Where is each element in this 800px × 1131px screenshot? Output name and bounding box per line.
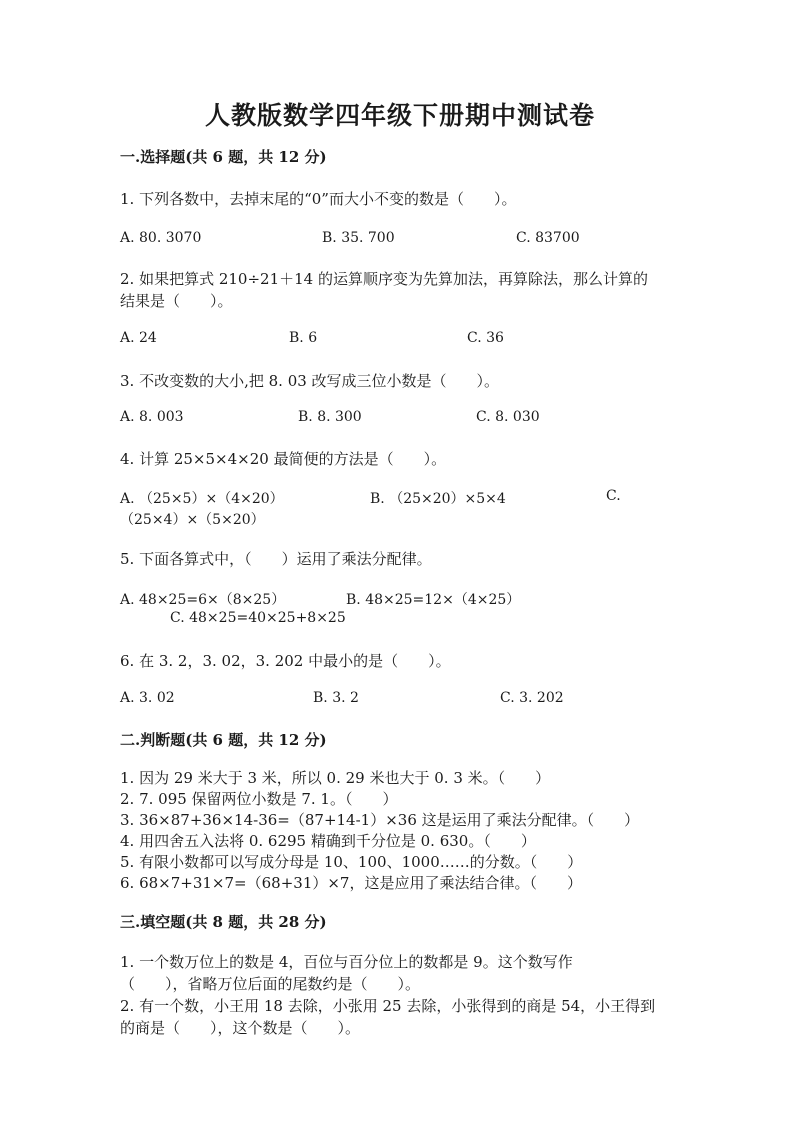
fill-line-3: 2. 有一个数，小王用 18 去除，小张用 25 去除，小张得到的商是 54，小王得到 bbox=[120, 997, 656, 1015]
judge-item-5: 5. 有限小数都可以写成分母是 10、100、1000……的分数。（ ） bbox=[120, 853, 583, 871]
option-b: B. 48×25=12×（4×25） bbox=[346, 592, 521, 608]
judge-item-1: 1. 因为 29 米大于 3 米，所以 0. 29 米也大于 0. 3 米。（ ） bbox=[120, 769, 551, 787]
option-c: C. 36 bbox=[467, 330, 504, 346]
page-title: 人教版数学四年级下册期中测试卷 bbox=[204, 101, 595, 130]
option-a: A. 80. 3070 bbox=[120, 230, 202, 246]
option-c: C. 83700 bbox=[516, 230, 580, 246]
section-heading-fill: 三.填空题(共 8 题，共 28 分) bbox=[120, 913, 327, 931]
option-b: B. 35. 700 bbox=[322, 230, 395, 246]
section-heading-judge: 二.判断题(共 6 题，共 12 分) bbox=[120, 731, 327, 749]
judge-item-6: 6. 68×7+31×7=（68+31）×7，这是应用了乘法结合律。（ ） bbox=[120, 874, 582, 892]
question-2-line-1: 2. 如果把算式 210÷21＋14 的运算顺序变为先算加法，再算除法，那么计算的 bbox=[120, 270, 648, 288]
judge-item-2: 2. 7. 095 保留两位小数是 7. 1。（ ） bbox=[120, 790, 398, 808]
option-a: A. 3. 02 bbox=[120, 690, 175, 706]
fill-line-1: 1. 一个数万位上的数是 4，百位与百分位上的数都是 9。这个数写作 bbox=[120, 953, 573, 971]
option-c: C. 3. 202 bbox=[500, 690, 564, 706]
option-b: B. 3. 2 bbox=[313, 690, 359, 706]
section-heading-choice: 一.选择题(共 6 题，共 12 分) bbox=[120, 148, 327, 166]
option-c: C. 8. 030 bbox=[476, 409, 540, 425]
question-1: 1. 下列各数中，去掉末尾的“0”而大小不变的数是（ ）。 bbox=[120, 190, 517, 208]
judge-item-4: 4. 用四舍五入法将 0. 6295 精确到千分位是 0. 630。（ ） bbox=[120, 832, 536, 850]
option-a: A. （25×5）×（4×20） bbox=[120, 491, 284, 507]
question-3: 3. 不改变数的大小,把 8. 03 改写成三位小数是（ ）。 bbox=[120, 372, 500, 390]
option-a: A. 48×25=6×（8×25） bbox=[120, 592, 286, 608]
question-2-line-2: 结果是（ ）。 bbox=[120, 292, 233, 310]
fill-line-2: （ ），省略万位后面的尾数约是（ ）。 bbox=[120, 975, 421, 993]
option-a: A. 24 bbox=[120, 330, 157, 346]
option-b: B. 8. 300 bbox=[298, 409, 362, 425]
question-5: 5. 下面各算式中，（ ）运用了乘法分配律。 bbox=[120, 550, 432, 568]
option-c: C. 48×25=40×25+8×25 bbox=[170, 610, 346, 626]
option-b: B. （25×20）×5×4 bbox=[370, 491, 506, 507]
option-c-content: （25×4）×（5×20） bbox=[120, 512, 265, 528]
option-c-label: C. bbox=[606, 488, 621, 504]
option-a: A. 8. 003 bbox=[120, 409, 184, 425]
fill-line-4: 的商是（ ），这个数是（ ）。 bbox=[120, 1019, 361, 1037]
judge-item-3: 3. 36×87+36×14-36=（87+14-1）×36 这是运用了乘法分配律。（ ） bbox=[120, 811, 640, 829]
question-6: 6. 在 3. 2，3. 02，3. 202 中最小的是（ ）。 bbox=[120, 652, 451, 670]
option-b: B. 6 bbox=[289, 330, 318, 346]
question-4: 4. 计算 25×5×4×20 最简便的方法是（ ）。 bbox=[120, 450, 447, 468]
